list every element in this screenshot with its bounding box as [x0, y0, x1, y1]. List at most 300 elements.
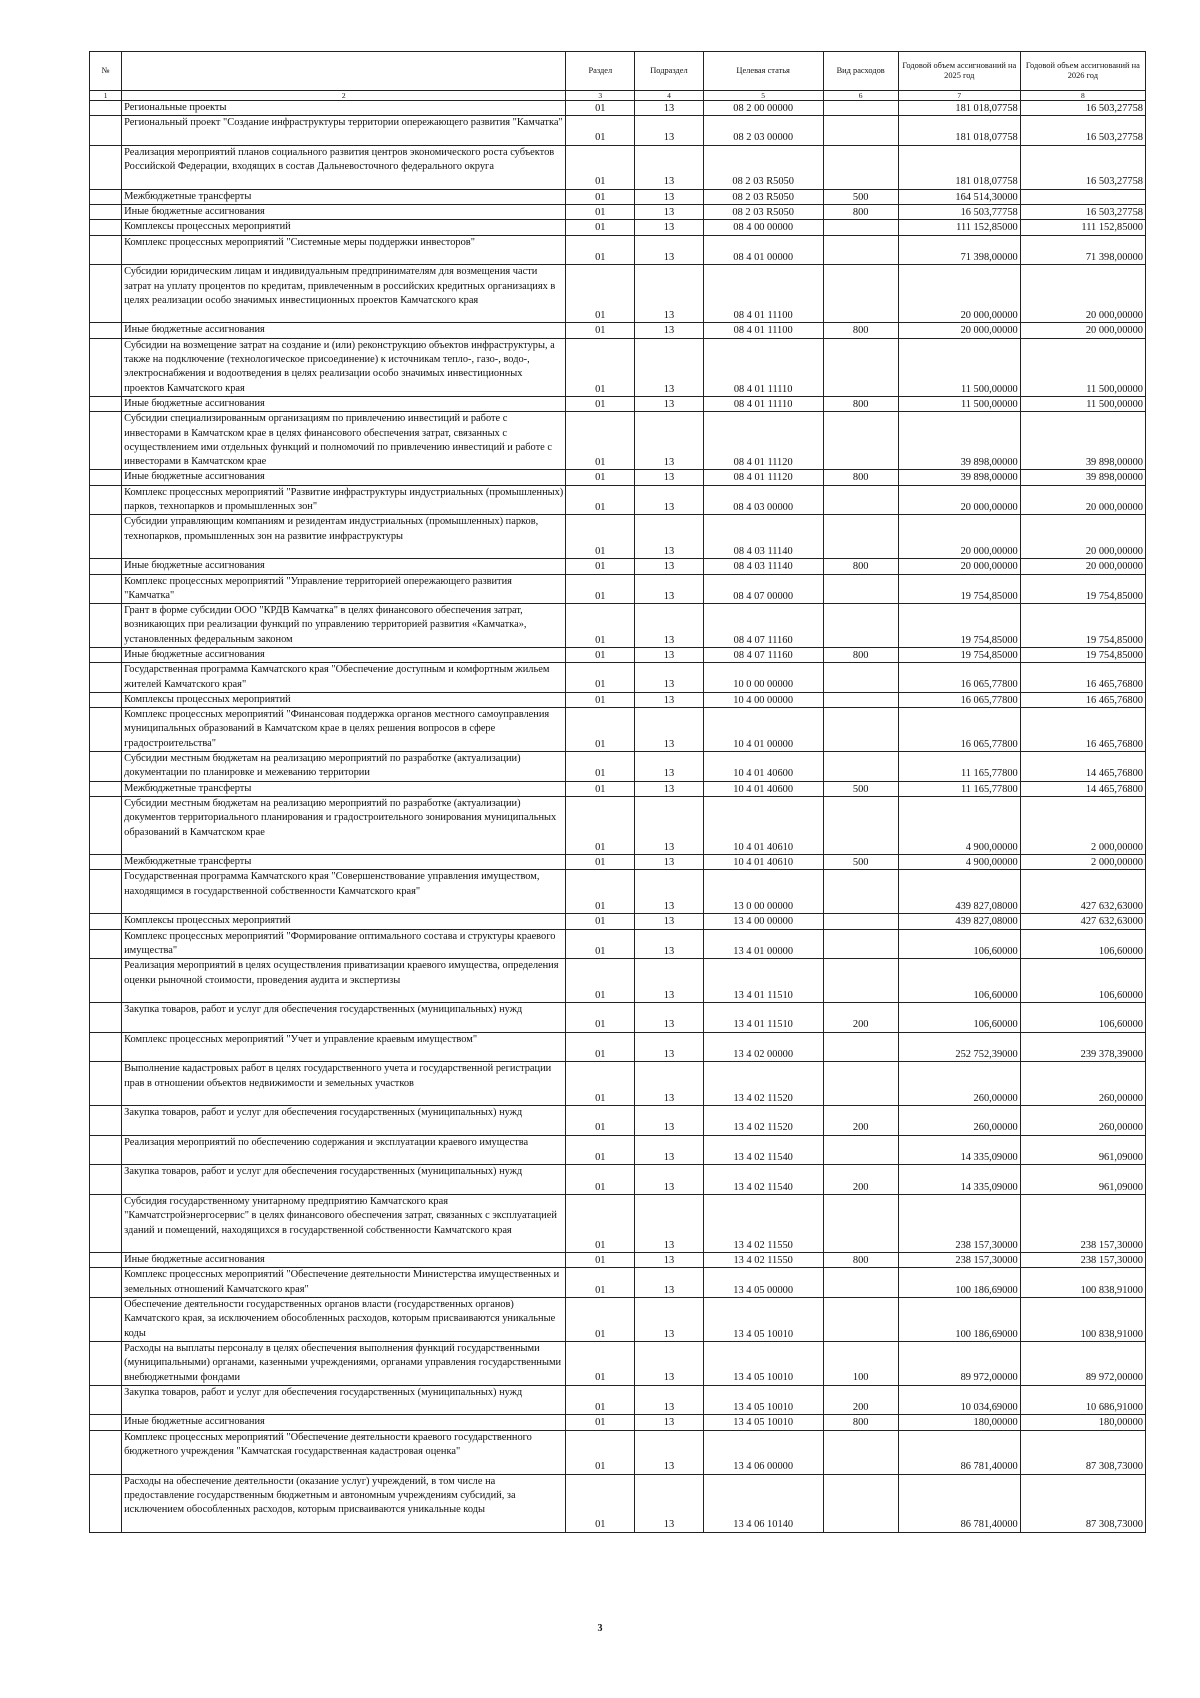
row-number-cell — [90, 796, 122, 854]
amount-2025-cell: 20 000,00000 — [898, 515, 1020, 559]
amount-2025-cell: 111 152,85000 — [898, 220, 1020, 235]
podrazdel-cell: 13 — [635, 235, 704, 265]
amount-2026-cell: 239 378,39000 — [1020, 1032, 1145, 1062]
razdel-cell: 01 — [566, 1415, 635, 1430]
amount-2026-cell: 20 000,00000 — [1020, 265, 1145, 323]
razdel-cell: 01 — [566, 1268, 635, 1298]
amount-2026-cell: 260,00000 — [1020, 1062, 1145, 1106]
amount-2026-cell: 89 972,00000 — [1020, 1341, 1145, 1385]
razdel-cell: 01 — [566, 870, 635, 914]
podrazdel-cell: 13 — [635, 1341, 704, 1385]
item-name-cell: Комплекс процессных мероприятий "Системные меры поддержки инвесторов" — [122, 235, 566, 265]
item-name-cell: Комплексы процессных мероприятий — [122, 220, 566, 235]
razdel-cell: 01 — [566, 914, 635, 929]
expense-type-cell — [823, 235, 898, 265]
razdel-cell: 01 — [566, 412, 635, 470]
amount-2025-cell: 181 018,07758 — [898, 101, 1020, 116]
item-name-cell: Иные бюджетные ассигнования — [122, 1253, 566, 1268]
row-number-cell — [90, 559, 122, 574]
razdel-cell: 01 — [566, 1253, 635, 1268]
header-podrazdel: Подраздел — [635, 52, 704, 91]
amount-2025-cell: 20 000,00000 — [898, 559, 1020, 574]
row-number-cell — [90, 1385, 122, 1415]
target-article-cell: 13 0 00 00000 — [703, 870, 823, 914]
row-number-cell — [90, 574, 122, 604]
amount-2025-cell: 238 157,30000 — [898, 1194, 1020, 1252]
razdel-cell: 01 — [566, 1194, 635, 1252]
amount-2025-cell: 39 898,00000 — [898, 412, 1020, 470]
amount-2026-cell: 180,00000 — [1020, 1415, 1145, 1430]
razdel-cell: 01 — [566, 1003, 635, 1033]
target-article-cell: 08 2 00 00000 — [703, 101, 823, 116]
podrazdel-cell: 13 — [635, 1194, 704, 1252]
row-number-cell — [90, 1268, 122, 1298]
podrazdel-cell: 13 — [635, 323, 704, 338]
table-row — [90, 929, 1146, 959]
razdel-cell: 01 — [566, 235, 635, 265]
target-article-cell: 13 4 01 00000 — [703, 929, 823, 959]
expense-type-cell: 100 — [823, 1341, 898, 1385]
target-article-cell: 13 4 06 00000 — [703, 1430, 823, 1474]
column-number: 3 — [566, 91, 635, 101]
amount-2026-cell: 20 000,00000 — [1020, 485, 1145, 515]
expense-type-cell: 200 — [823, 1003, 898, 1033]
target-article-cell: 13 4 01 11510 — [703, 959, 823, 1003]
item-name-cell: Иные бюджетные ассигнования — [122, 323, 566, 338]
amount-2026-cell: 87 308,73000 — [1020, 1474, 1145, 1532]
target-article-cell: 10 4 01 40600 — [703, 752, 823, 782]
amount-2026-cell: 961,09000 — [1020, 1135, 1145, 1165]
row-number-cell — [90, 1474, 122, 1532]
podrazdel-cell: 13 — [635, 855, 704, 870]
item-name-cell: Иные бюджетные ассигнования — [122, 470, 566, 485]
table-row — [90, 338, 1146, 396]
target-article-cell: 10 0 00 00000 — [703, 663, 823, 693]
table-row — [90, 1062, 1146, 1106]
target-article-cell: 08 4 01 11110 — [703, 338, 823, 396]
expense-type-cell — [823, 116, 898, 146]
table-row — [90, 1194, 1146, 1252]
target-article-cell: 13 4 05 10010 — [703, 1385, 823, 1415]
razdel-cell: 01 — [566, 1341, 635, 1385]
expense-type-cell — [823, 1298, 898, 1342]
table-row — [90, 663, 1146, 693]
amount-2026-cell: 238 157,30000 — [1020, 1253, 1145, 1268]
amount-2026-cell: 16 465,76800 — [1020, 692, 1145, 707]
podrazdel-cell: 13 — [635, 647, 704, 662]
razdel-cell: 01 — [566, 205, 635, 220]
row-number-cell — [90, 752, 122, 782]
row-number-cell — [90, 265, 122, 323]
row-number-cell — [90, 235, 122, 265]
razdel-cell: 01 — [566, 855, 635, 870]
expense-type-cell — [823, 959, 898, 1003]
item-name-cell: Комплекс процессных мероприятий "Управление территорией опережающего развития "Камчатка" — [122, 574, 566, 604]
amount-2026-cell: 16 465,76800 — [1020, 663, 1145, 693]
item-name-cell: Грант в форме субсидии ООО "КРДВ Камчатка" в целях финансового обеспечения затрат, возникающих при реализации функций по управлению территорией развития «Камчатка», установленных федеральным законом — [122, 604, 566, 648]
podrazdel-cell: 13 — [635, 515, 704, 559]
expense-type-cell: 200 — [823, 1106, 898, 1136]
amount-2026-cell — [1020, 189, 1145, 204]
row-number-cell — [90, 708, 122, 752]
item-name-cell: Комплекс процессных мероприятий "Учет и управление краевым имуществом" — [122, 1032, 566, 1062]
item-name-cell: Межбюджетные трансферты — [122, 855, 566, 870]
row-number-cell — [90, 338, 122, 396]
razdel-cell: 01 — [566, 220, 635, 235]
amount-2026-cell: 106,60000 — [1020, 1003, 1145, 1033]
table-row — [90, 914, 1146, 929]
table-row — [90, 752, 1146, 782]
razdel-cell: 01 — [566, 323, 635, 338]
razdel-cell: 01 — [566, 708, 635, 752]
row-number-cell — [90, 220, 122, 235]
podrazdel-cell: 13 — [635, 189, 704, 204]
row-number-cell — [90, 663, 122, 693]
target-article-cell: 13 4 02 11550 — [703, 1194, 823, 1252]
table-row — [90, 870, 1146, 914]
amount-2025-cell: 4 900,00000 — [898, 855, 1020, 870]
expense-type-cell: 200 — [823, 1385, 898, 1415]
expense-type-cell: 800 — [823, 647, 898, 662]
row-number-cell — [90, 855, 122, 870]
amount-2026-cell: 111 152,85000 — [1020, 220, 1145, 235]
target-article-cell: 08 4 03 00000 — [703, 485, 823, 515]
target-article-cell: 13 4 05 10010 — [703, 1415, 823, 1430]
table-row — [90, 1032, 1146, 1062]
amount-2026-cell: 961,09000 — [1020, 1165, 1145, 1195]
row-number-cell — [90, 485, 122, 515]
amount-2025-cell: 439 827,08000 — [898, 914, 1020, 929]
item-name-cell: Региональный проект "Создание инфраструктуры территории опережающего развития "Камчатка" — [122, 116, 566, 146]
column-number: 6 — [823, 91, 898, 101]
amount-2025-cell: 20 000,00000 — [898, 323, 1020, 338]
row-number-cell — [90, 1003, 122, 1033]
target-article-cell: 13 4 05 10010 — [703, 1298, 823, 1342]
expense-type-cell: 800 — [823, 396, 898, 411]
row-number-cell — [90, 959, 122, 1003]
header-amount-2025: Годовой объем ассигнований на 2025 год — [898, 52, 1020, 91]
item-name-cell: Межбюджетные трансферты — [122, 189, 566, 204]
row-number-cell — [90, 1032, 122, 1062]
razdel-cell: 01 — [566, 781, 635, 796]
podrazdel-cell: 13 — [635, 1165, 704, 1195]
amount-2025-cell: 106,60000 — [898, 1003, 1020, 1033]
amount-2026-cell: 106,60000 — [1020, 959, 1145, 1003]
razdel-cell: 01 — [566, 101, 635, 116]
razdel-cell: 01 — [566, 515, 635, 559]
amount-2026-cell: 106,60000 — [1020, 929, 1145, 959]
razdel-cell: 01 — [566, 1385, 635, 1415]
table-row — [90, 265, 1146, 323]
item-name-cell: Субсидии местным бюджетам на реализацию мероприятий по разработке (актуализации) документации по планировке и межеванию территории — [122, 752, 566, 782]
table-body — [90, 101, 1146, 1533]
amount-2025-cell: 16 503,77758 — [898, 205, 1020, 220]
row-number-cell — [90, 870, 122, 914]
expense-type-cell — [823, 708, 898, 752]
header-target-article: Целевая статья — [703, 52, 823, 91]
column-number: 5 — [703, 91, 823, 101]
item-name-cell: Иные бюджетные ассигнования — [122, 647, 566, 662]
amount-2025-cell: 14 335,09000 — [898, 1135, 1020, 1165]
target-article-cell: 13 4 05 10010 — [703, 1341, 823, 1385]
table-row — [90, 412, 1146, 470]
razdel-cell: 01 — [566, 1135, 635, 1165]
row-number-cell — [90, 1194, 122, 1252]
razdel-cell: 01 — [566, 1298, 635, 1342]
item-name-cell: Расходы на обеспечение деятельности (оказание услуг) учреждений, в том числе на предоставление государственным бюджетным и автономным учреждениям субсидий, за исключением обособленных расходов, которым присваиваются уникальные коды — [122, 1474, 566, 1532]
razdel-cell: 01 — [566, 470, 635, 485]
amount-2025-cell: 10 034,69000 — [898, 1385, 1020, 1415]
amount-2026-cell: 100 838,91000 — [1020, 1298, 1145, 1342]
amount-2025-cell: 16 065,77800 — [898, 708, 1020, 752]
row-number-cell — [90, 1062, 122, 1106]
row-number-cell — [90, 647, 122, 662]
target-article-cell: 13 4 02 11540 — [703, 1165, 823, 1195]
target-article-cell: 08 4 07 00000 — [703, 574, 823, 604]
amount-2026-cell: 16 503,27758 — [1020, 145, 1145, 189]
table-row — [90, 574, 1146, 604]
razdel-cell: 01 — [566, 604, 635, 648]
amount-2026-cell: 20 000,00000 — [1020, 323, 1145, 338]
podrazdel-cell: 13 — [635, 1474, 704, 1532]
amount-2025-cell: 252 752,39000 — [898, 1032, 1020, 1062]
amount-2026-cell: 100 838,91000 — [1020, 1268, 1145, 1298]
target-article-cell: 08 4 01 11120 — [703, 470, 823, 485]
table-row — [90, 205, 1146, 220]
item-name-cell: Закупка товаров, работ и услуг для обеспечения государственных (муниципальных) нужд — [122, 1385, 566, 1415]
target-article-cell: 13 4 02 11520 — [703, 1062, 823, 1106]
razdel-cell: 01 — [566, 647, 635, 662]
expense-type-cell: 500 — [823, 781, 898, 796]
amount-2026-cell: 39 898,00000 — [1020, 470, 1145, 485]
row-number-cell — [90, 1430, 122, 1474]
table-row — [90, 855, 1146, 870]
podrazdel-cell: 13 — [635, 338, 704, 396]
target-article-cell: 08 2 03 R5050 — [703, 145, 823, 189]
item-name-cell: Закупка товаров, работ и услуг для обеспечения государственных (муниципальных) нужд — [122, 1003, 566, 1033]
razdel-cell: 01 — [566, 116, 635, 146]
budget-table — [89, 51, 1146, 1533]
item-name-cell: Субсидия государственному унитарному предприятию Камчатского края "Камчатстройэнергосервис" в целях финансового обеспечения затрат, связанных с эксплуатацией зданий и помещений, находящихся в государственной собственности Камчатского края — [122, 1194, 566, 1252]
expense-type-cell — [823, 604, 898, 648]
amount-2026-cell: 20 000,00000 — [1020, 515, 1145, 559]
amount-2025-cell: 20 000,00000 — [898, 485, 1020, 515]
item-name-cell: Комплекс процессных мероприятий "Формирование оптимального состава и структуры краевого имущества" — [122, 929, 566, 959]
amount-2026-cell: 20 000,00000 — [1020, 559, 1145, 574]
row-number-cell — [90, 604, 122, 648]
table-row — [90, 116, 1146, 146]
amount-2026-cell: 260,00000 — [1020, 1106, 1145, 1136]
row-number-cell — [90, 515, 122, 559]
amount-2026-cell: 39 898,00000 — [1020, 412, 1145, 470]
table-row — [90, 515, 1146, 559]
table-row — [90, 1474, 1146, 1532]
row-number-cell — [90, 470, 122, 485]
razdel-cell: 01 — [566, 338, 635, 396]
amount-2025-cell: 14 335,09000 — [898, 1165, 1020, 1195]
podrazdel-cell: 13 — [635, 692, 704, 707]
expense-type-cell — [823, 338, 898, 396]
amount-2025-cell: 11 500,00000 — [898, 338, 1020, 396]
item-name-cell: Реализация мероприятий планов социального развития центров экономического роста субъектов Российской Федерации, входящих в состав Дальневосточного федерального округа — [122, 145, 566, 189]
expense-type-cell — [823, 1430, 898, 1474]
razdel-cell: 01 — [566, 485, 635, 515]
table-row — [90, 235, 1146, 265]
row-number-cell — [90, 781, 122, 796]
target-article-cell: 08 4 07 11160 — [703, 604, 823, 648]
amount-2026-cell: 16 503,27758 — [1020, 205, 1145, 220]
amount-2026-cell: 16 465,76800 — [1020, 708, 1145, 752]
expense-type-cell — [823, 929, 898, 959]
razdel-cell: 01 — [566, 559, 635, 574]
podrazdel-cell: 13 — [635, 574, 704, 604]
amount-2025-cell: 11 165,77800 — [898, 781, 1020, 796]
amount-2025-cell: 4 900,00000 — [898, 796, 1020, 854]
podrazdel-cell: 13 — [635, 663, 704, 693]
amount-2026-cell: 16 503,27758 — [1020, 101, 1145, 116]
razdel-cell: 01 — [566, 396, 635, 411]
target-article-cell: 10 4 01 00000 — [703, 708, 823, 752]
table-row — [90, 1253, 1146, 1268]
podrazdel-cell: 13 — [635, 1430, 704, 1474]
row-number-cell — [90, 145, 122, 189]
row-number-cell — [90, 412, 122, 470]
razdel-cell: 01 — [566, 574, 635, 604]
target-article-cell: 13 4 02 11540 — [703, 1135, 823, 1165]
amount-2026-cell: 2 000,00000 — [1020, 855, 1145, 870]
item-name-cell: Реализация мероприятий в целях осуществления приватизации краевого имущества, определения оценки рыночной стоимости, проведения аудита и экспертизы — [122, 959, 566, 1003]
expense-type-cell — [823, 412, 898, 470]
target-article-cell: 13 4 02 11550 — [703, 1253, 823, 1268]
amount-2026-cell: 238 157,30000 — [1020, 1194, 1145, 1252]
item-name-cell: Иные бюджетные ассигнования — [122, 396, 566, 411]
amount-2025-cell: 181 018,07758 — [898, 145, 1020, 189]
expense-type-cell — [823, 1268, 898, 1298]
amount-2026-cell: 16 503,27758 — [1020, 116, 1145, 146]
column-number: 2 — [122, 91, 566, 101]
podrazdel-cell: 13 — [635, 1062, 704, 1106]
amount-2026-cell: 14 465,76800 — [1020, 781, 1145, 796]
podrazdel-cell: 13 — [635, 1106, 704, 1136]
table-row — [90, 692, 1146, 707]
table-row — [90, 604, 1146, 648]
amount-2025-cell: 86 781,40000 — [898, 1474, 1020, 1532]
amount-2026-cell: 87 308,73000 — [1020, 1430, 1145, 1474]
expense-type-cell — [823, 220, 898, 235]
item-name-cell: Иные бюджетные ассигнования — [122, 559, 566, 574]
amount-2026-cell: 19 754,85000 — [1020, 604, 1145, 648]
expense-type-cell — [823, 1194, 898, 1252]
podrazdel-cell: 13 — [635, 1135, 704, 1165]
column-number: 4 — [635, 91, 704, 101]
target-article-cell: 13 4 05 00000 — [703, 1268, 823, 1298]
podrazdel-cell: 13 — [635, 604, 704, 648]
podrazdel-cell: 13 — [635, 781, 704, 796]
amount-2025-cell: 89 972,00000 — [898, 1341, 1020, 1385]
column-number: 7 — [898, 91, 1020, 101]
item-name-cell: Иные бюджетные ассигнования — [122, 1415, 566, 1430]
expense-type-cell — [823, 1135, 898, 1165]
row-number-cell — [90, 692, 122, 707]
table-row — [90, 1341, 1146, 1385]
expense-type-cell — [823, 574, 898, 604]
table-row — [90, 1430, 1146, 1474]
podrazdel-cell: 13 — [635, 870, 704, 914]
target-article-cell: 08 4 01 00000 — [703, 235, 823, 265]
amount-2026-cell: 10 686,91000 — [1020, 1385, 1145, 1415]
expense-type-cell: 800 — [823, 1253, 898, 1268]
row-number-cell — [90, 205, 122, 220]
table-row — [90, 1003, 1146, 1033]
expense-type-cell — [823, 1474, 898, 1532]
expense-type-cell — [823, 265, 898, 323]
expense-type-cell: 800 — [823, 559, 898, 574]
table-row — [90, 1106, 1146, 1136]
expense-type-cell: 800 — [823, 1415, 898, 1430]
row-number-cell — [90, 189, 122, 204]
razdel-cell: 01 — [566, 1106, 635, 1136]
expense-type-cell: 200 — [823, 1165, 898, 1195]
target-article-cell: 08 2 03 R5050 — [703, 189, 823, 204]
amount-2025-cell: 439 827,08000 — [898, 870, 1020, 914]
item-name-cell: Региональные проекты — [122, 101, 566, 116]
table-row — [90, 101, 1146, 116]
expense-type-cell — [823, 914, 898, 929]
razdel-cell: 01 — [566, 1430, 635, 1474]
item-name-cell: Субсидии специализированным организациям по привлечению инвестиций и работе с инвесторами в Камчатском крае в целях финансового обеспечения затрат, связанных с осуществлением ими отдельных функций и полномочий по привлечению инвестиций и работе с инвесторами в Камчатском крае — [122, 412, 566, 470]
amount-2025-cell: 71 398,00000 — [898, 235, 1020, 265]
podrazdel-cell: 13 — [635, 1268, 704, 1298]
item-name-cell: Комплексы процессных мероприятий — [122, 914, 566, 929]
expense-type-cell — [823, 752, 898, 782]
expense-type-cell — [823, 515, 898, 559]
razdel-cell: 01 — [566, 1062, 635, 1106]
podrazdel-cell: 13 — [635, 412, 704, 470]
table-row — [90, 220, 1146, 235]
amount-2026-cell: 19 754,85000 — [1020, 574, 1145, 604]
item-name-cell: Субсидии управляющим компаниям и резидентам индустриальных (промышленных) парков, технопарков, промышленных зон на развитие инфраструктуры — [122, 515, 566, 559]
razdel-cell: 01 — [566, 265, 635, 323]
table-row — [90, 485, 1146, 515]
item-name-cell: Реализация мероприятий по обеспечению содержания и эксплуатации краевого имущества — [122, 1135, 566, 1165]
row-number-cell — [90, 396, 122, 411]
item-name-cell: Государственная программа Камчатского края "Совершенствование управления имуществом, находящимся в государственной собственности Камчатского края" — [122, 870, 566, 914]
podrazdel-cell: 13 — [635, 205, 704, 220]
podrazdel-cell: 13 — [635, 1415, 704, 1430]
target-article-cell: 13 4 02 11520 — [703, 1106, 823, 1136]
item-name-cell: Выполнение кадастровых работ в целях государственного учета и государственной регистрации прав в отношении объектов недвижимости и земельных участков — [122, 1062, 566, 1106]
amount-2025-cell: 39 898,00000 — [898, 470, 1020, 485]
amount-2025-cell: 19 754,85000 — [898, 604, 1020, 648]
expense-type-cell — [823, 101, 898, 116]
podrazdel-cell: 13 — [635, 265, 704, 323]
table-row — [90, 145, 1146, 189]
item-name-cell: Субсидии на возмещение затрат на создание и (или) реконструкцию объектов инфраструктуры, а также на подключение (технологическое присоединение) к источникам тепло-, газо-, водо-, электроснабжения и водоотведения в целях реализации особо значимых инвестиционных проектов Камчатского края — [122, 338, 566, 396]
target-article-cell: 08 4 01 11100 — [703, 265, 823, 323]
amount-2025-cell: 16 065,77800 — [898, 663, 1020, 693]
amount-2025-cell: 260,00000 — [898, 1106, 1020, 1136]
podrazdel-cell: 13 — [635, 1385, 704, 1415]
target-article-cell: 08 4 03 11140 — [703, 515, 823, 559]
amount-2025-cell: 180,00000 — [898, 1415, 1020, 1430]
podrazdel-cell: 13 — [635, 220, 704, 235]
podrazdel-cell: 13 — [635, 559, 704, 574]
expense-type-cell — [823, 870, 898, 914]
target-article-cell: 13 4 00 00000 — [703, 914, 823, 929]
expense-type-cell — [823, 1062, 898, 1106]
razdel-cell: 01 — [566, 796, 635, 854]
row-number-cell — [90, 1165, 122, 1195]
